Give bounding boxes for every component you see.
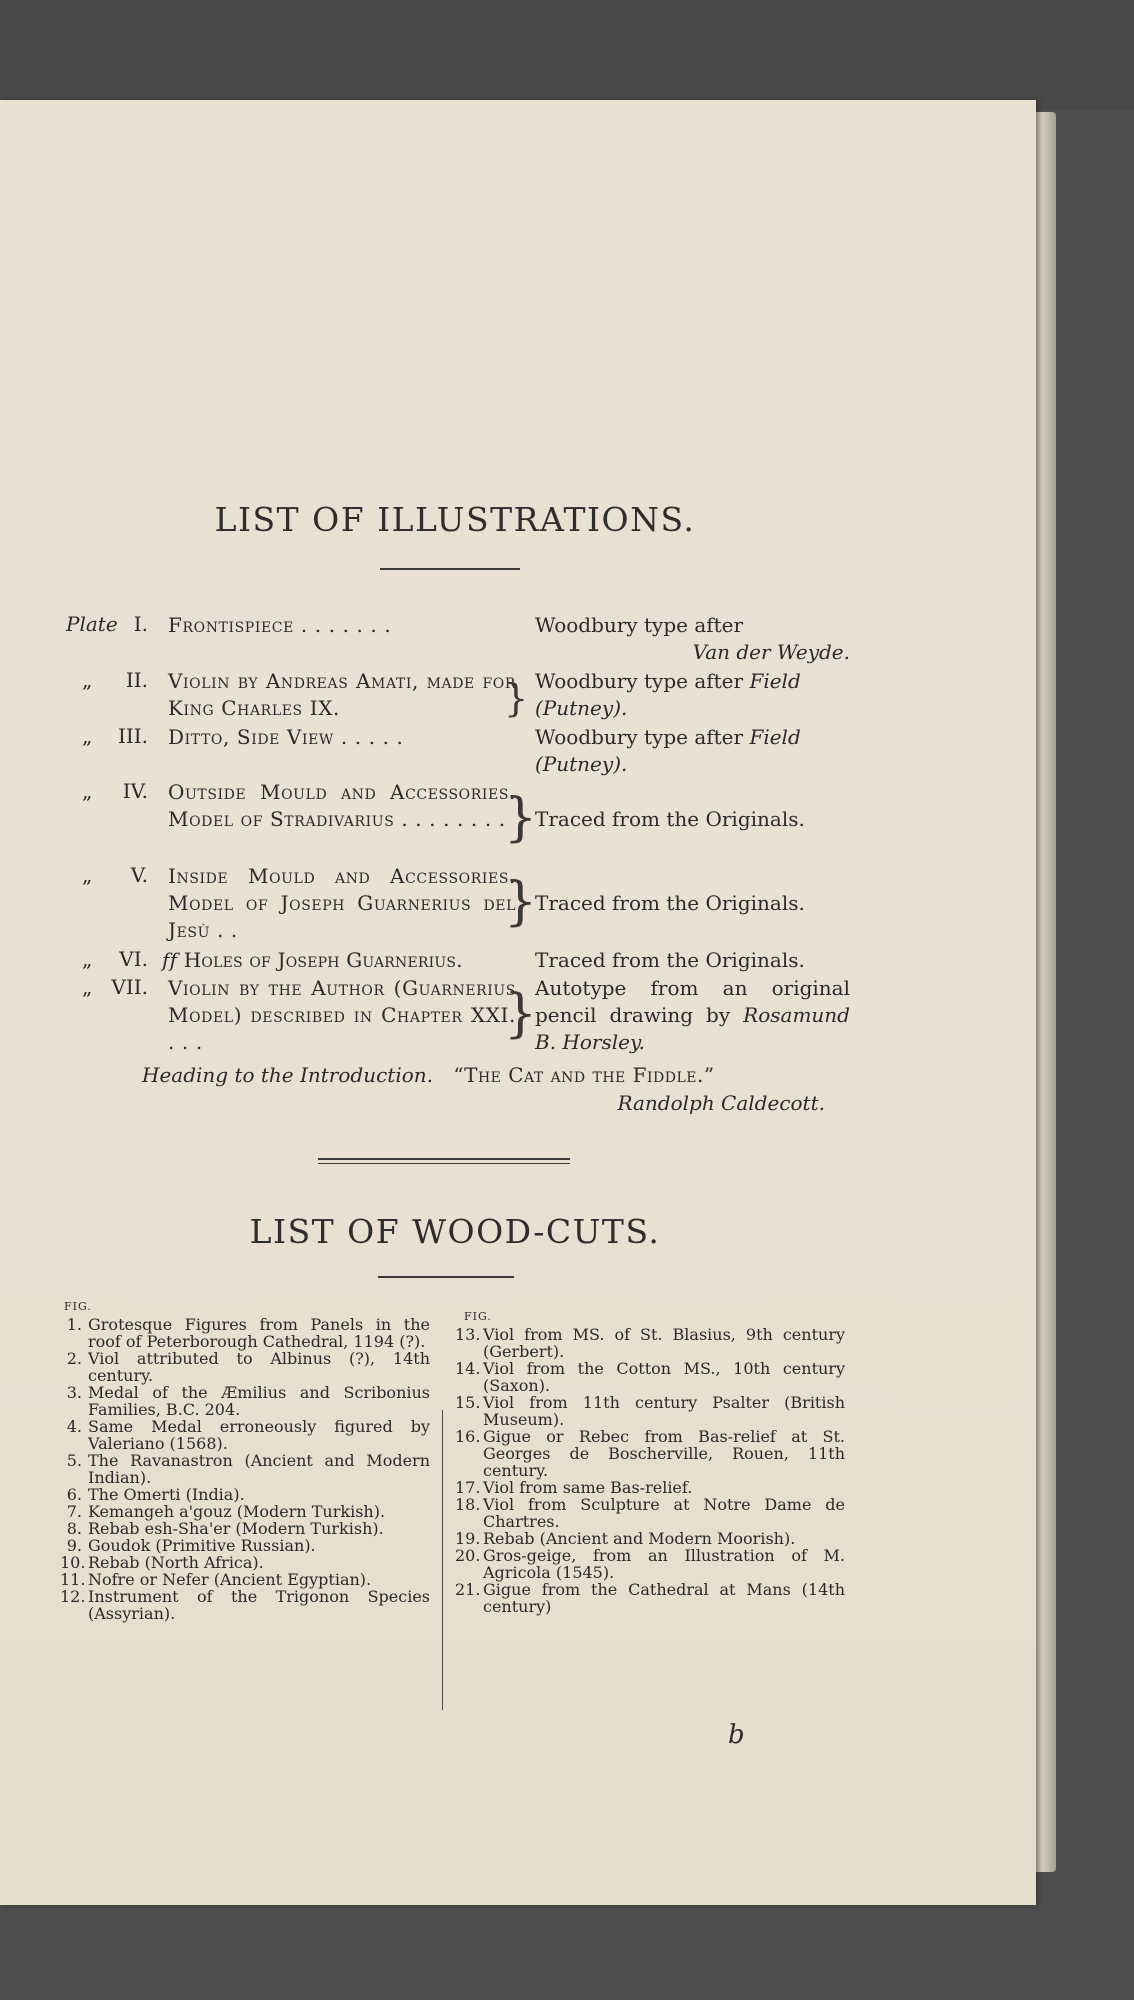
heading-rule	[380, 568, 520, 570]
column-divider	[442, 1410, 443, 1710]
woodcut-entry	[455, 1581, 845, 1615]
woodcut-entry	[455, 1530, 845, 1547]
woodcut-text: Kemangeh a'gouz (Modern Turkish).	[88, 1502, 386, 1521]
woodcut-entry	[455, 1394, 845, 1428]
woodcut-entry	[455, 1428, 845, 1479]
page-signature: b	[728, 1720, 745, 1750]
woodcut-entry	[455, 1479, 845, 1496]
ditto-mark: „	[82, 724, 93, 748]
woodcut-number: 14.	[455, 1359, 481, 1378]
woodcut-text: The Ravanastron (Ancient and Modern Indian).	[88, 1451, 430, 1487]
plate-source: Autotype from an original pencil drawing by Rosamund B. Horsley.	[535, 976, 850, 1054]
plate-source: Traced from the Originals.	[535, 891, 805, 915]
ditto-mark: „	[82, 947, 93, 971]
plate-title: Outside Mould and Accessories. Model of Stradivarius . . . . . . . .	[168, 780, 516, 831]
woodcut-number: 16.	[455, 1427, 481, 1446]
woodcut-number: 15.	[455, 1393, 481, 1412]
woodcut-entry	[455, 1547, 845, 1581]
plate-title: Inside Mould and Accessories. Model of Joseph Guarnerius del Jesù . .	[168, 864, 516, 942]
woodcut-text: Gigue or Rebec from Bas-relief at St. Georges de Boscherville, Rouen, 11th century.	[483, 1427, 845, 1480]
woodcut-text: Gigue from the Cathedral at Mans (14th century)	[483, 1580, 845, 1616]
ditto-mark: „	[82, 863, 93, 887]
plate-source: Woodbury type after Field (Putney).	[535, 669, 801, 720]
woodcut-entry	[455, 1360, 845, 1394]
plate-source: Traced from the Originals.	[535, 807, 805, 831]
woodcut-entry	[455, 1496, 845, 1530]
woodcut-number: 10.	[60, 1553, 86, 1572]
woodcut-number: 5.	[66, 1451, 82, 1470]
plate-title: ff Holes of Joseph Guarnerius.	[162, 948, 463, 972]
brace: }	[504, 676, 529, 720]
woodcut-number: 12.	[60, 1587, 86, 1606]
woodcut-entry	[60, 1384, 430, 1418]
woodcut-entry	[60, 1571, 430, 1588]
woodcut-number: 1.	[66, 1315, 82, 1334]
woodcut-number: 4.	[66, 1417, 82, 1436]
woodcut-entry	[60, 1537, 430, 1554]
ditto-mark: „	[82, 975, 93, 999]
illustrations-heading: LIST OF ILLUSTRATIONS.	[214, 500, 696, 539]
woodcut-entry	[60, 1350, 430, 1384]
plate-title: Violin by Andreas Amati, made for King Charles IX.	[168, 669, 516, 720]
woodcut-text: Same Medal erroneously figured by Valeriano (1568).	[88, 1417, 430, 1453]
book-page	[0, 100, 1036, 1905]
woodcut-text: Viol from same Bas-relief.	[483, 1478, 693, 1497]
woodcuts-right-column	[455, 1326, 845, 1615]
plate-numeral: VII.	[111, 975, 148, 999]
woodcut-text: Grotesque Figures from Panels in the roof of Peterborough Cathedral, 1194 (?).	[88, 1315, 430, 1351]
woodcut-entry	[60, 1452, 430, 1486]
woodcut-entry	[60, 1503, 430, 1520]
plate-source: Traced from the Originals.	[535, 948, 805, 972]
ditto-mark: „	[82, 779, 93, 803]
woodcut-text: Nofre or Nefer (Ancient Egyptian).	[88, 1570, 372, 1589]
woodcut-text: Viol from the Cotton MS., 10th century (Saxon).	[483, 1359, 845, 1395]
woodcut-text: Viol from Sculpture at Notre Dame de Chartres.	[483, 1495, 845, 1531]
woodcut-entry	[60, 1520, 430, 1537]
plate-title: Frontispiece . . . . . . .	[168, 613, 392, 637]
woodcut-number: 9.	[66, 1536, 82, 1555]
fig-label: FIG.	[464, 1310, 492, 1323]
woodcut-text: Viol attributed to Albinus (?), 14th century.	[88, 1349, 430, 1385]
plate-title: Violin by the Author (Guarnerius Model) described in Chapter XXI. . . .	[168, 976, 516, 1054]
woodcut-text: Goudok (Primitive Russian).	[88, 1536, 316, 1555]
woodcut-number: 18.	[455, 1495, 481, 1514]
woodcut-entry	[60, 1486, 430, 1503]
woodcut-entry	[60, 1316, 430, 1350]
woodcut-text: Rebab esh-Sha'er (Modern Turkish).	[88, 1519, 384, 1538]
brace: }	[504, 788, 538, 848]
woodcut-entry	[455, 1326, 845, 1360]
woodcut-number: 3.	[66, 1383, 82, 1402]
woodcut-number: 13.	[455, 1325, 481, 1344]
section-rule-thin	[318, 1163, 570, 1164]
woodcut-text: Rebab (North Africa).	[88, 1553, 264, 1572]
woodcut-number: 8.	[66, 1519, 82, 1538]
introduction-label: Heading to the Introduction.	[142, 1063, 434, 1087]
introduction-heading-line	[142, 1062, 842, 1089]
woodcut-text: Viol from MS. of St. Blasius, 9th century (Gerbert).	[483, 1325, 845, 1361]
plate-numeral: V.	[130, 863, 148, 887]
woodcut-number: 21.	[455, 1580, 481, 1599]
plate-numeral: II.	[125, 668, 148, 692]
plate-numeral: IV.	[122, 779, 148, 803]
plate-label: Plate	[66, 612, 118, 636]
woodcut-number: 20.	[455, 1546, 481, 1565]
woodcut-text: Rebab (Ancient and Modern Moorish).	[483, 1529, 796, 1548]
woodcut-number: 7.	[66, 1502, 82, 1521]
brace: }	[504, 984, 538, 1044]
fig-label: FIG.	[64, 1300, 92, 1313]
woodcut-number: 19.	[455, 1529, 481, 1548]
woodcut-number: 6.	[66, 1485, 82, 1504]
woodcuts-left-column	[60, 1316, 430, 1622]
background-top	[0, 0, 1134, 110]
woodcut-number: 2.	[66, 1349, 82, 1368]
introduction-artist: Randolph Caldecott.	[617, 1091, 825, 1115]
plate-source: Woodbury type after Van der Weyde.	[535, 613, 850, 664]
woodcut-number: 11.	[60, 1570, 86, 1589]
heading-rule	[378, 1276, 514, 1278]
woodcuts-heading: LIST OF WOOD-CUTS.	[249, 1212, 661, 1251]
section-rule	[318, 1158, 570, 1160]
plate-numeral: III.	[117, 724, 148, 748]
plate-numeral: I.	[133, 612, 148, 636]
woodcut-text: Viol from 11th century Psalter (British Museum).	[483, 1393, 845, 1429]
woodcut-entry	[60, 1554, 430, 1571]
introduction-quote: “The Cat and the Fiddle.”	[453, 1063, 715, 1087]
woodcut-text: Instrument of the Trigonon Species (Assyrian).	[88, 1587, 430, 1623]
woodcut-text: The Omerti (India).	[88, 1485, 245, 1504]
woodcut-entry	[60, 1418, 430, 1452]
plate-numeral: VI.	[119, 947, 148, 971]
woodcut-text: Gros-geige, from an Illustration of M. Agricola (1545).	[483, 1546, 845, 1582]
brace: }	[504, 872, 538, 932]
plate-title: Ditto, Side View . . . . .	[168, 725, 404, 749]
woodcut-entry	[60, 1588, 430, 1622]
woodcut-number: 17.	[455, 1478, 481, 1497]
woodcut-text: Medal of the Æmilius and Scribonius Families, B.C. 204.	[88, 1383, 430, 1419]
plate-source: Woodbury type after Field (Putney).	[535, 725, 801, 776]
ditto-mark: „	[82, 668, 93, 692]
